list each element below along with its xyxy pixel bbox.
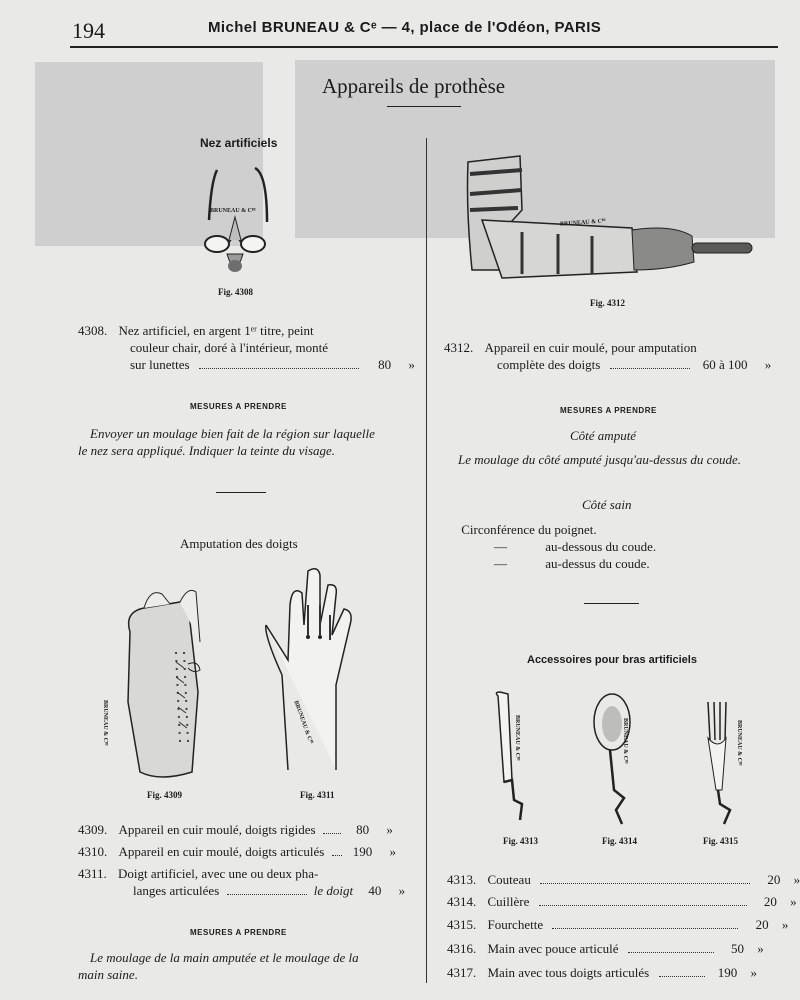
item-number: 4310. [78, 844, 108, 859]
item-number: 4312. [444, 340, 474, 355]
item-number: 4317. [447, 965, 477, 980]
item-currency: » [750, 965, 757, 980]
item-price: 20 [767, 872, 781, 887]
fingers-measures-line2: main saine. [78, 967, 138, 982]
dot-leader [552, 928, 738, 929]
item-4312-line1 [444, 340, 697, 356]
spoon-illustration [590, 690, 650, 830]
dot-leader [628, 952, 714, 953]
item-4314 [447, 894, 797, 910]
fingers-heading: Amputation des doigts [180, 536, 298, 551]
dot-leader [659, 976, 705, 977]
hand-engraving: BRUNEAU & Cᴵᴱ [292, 700, 314, 746]
item-text: Couteau [487, 872, 531, 887]
accessories-heading: Accessoires pour bras artificiels [527, 654, 697, 666]
dot-leader [610, 368, 690, 369]
figure-4311: Fig. 4311 [300, 790, 335, 800]
dot-leader [540, 883, 750, 884]
nose-engraving: BRUNEAU & Cᴵᴱ [210, 208, 256, 214]
item-4308-line1 [78, 323, 314, 339]
item-currency: » [757, 941, 764, 956]
item-4309 [78, 822, 393, 838]
arm-engraving: BRUNEAU & Cᴵᴱ [559, 218, 606, 228]
healthy-measure-3 [494, 556, 650, 572]
item-currency: » [793, 872, 800, 887]
column-divider [426, 138, 427, 983]
figure-4315: Fig. 4315 [703, 836, 738, 846]
dot-leader [227, 894, 307, 895]
healthy-text: au-dessous du coude. [545, 539, 657, 554]
item-currency: » [764, 357, 772, 372]
item-text: Main avec tous doigts articulés [487, 965, 650, 980]
item-price: 190 [717, 965, 738, 980]
fingers-measures-heading: MESURES A PRENDRE [190, 928, 287, 937]
item-4312-line2 [497, 357, 771, 373]
figure-4312: Fig. 4312 [590, 298, 625, 308]
item-number: 4315. [447, 917, 477, 932]
item-unit: le doigt [313, 883, 354, 898]
item-number: 4313. [447, 872, 477, 887]
item-text: Doigt artificiel, avec une ou deux pha- [118, 866, 319, 881]
page-title: Appareils de prothèse [322, 74, 506, 98]
item-4311-line2 [133, 883, 405, 899]
dot-leader [539, 905, 747, 906]
item-currency: » [386, 822, 393, 837]
healthy-measure-1 [458, 522, 597, 538]
figure-4314: Fig. 4314 [602, 836, 637, 846]
item-number: 4309. [78, 822, 108, 837]
publisher-header: Michel BRUNEAU & Cᵉ — 4, place de l'Odéon, PARIS [208, 19, 602, 36]
fingers-measures-line1: Le moulage de la main amputée et le moulage de la [90, 950, 359, 965]
item-number: 4308. [78, 323, 108, 338]
item-text: complète des doigts [497, 357, 601, 372]
fork-engraving: BRUNEAU & Cᴵᴱ [736, 720, 742, 766]
figure-4308: Fig. 4308 [218, 287, 253, 297]
dot-leader [199, 368, 359, 369]
healthy-measure-2 [494, 539, 656, 555]
spoon-engraving: BRUNEAU & Cᴵᴱ [622, 718, 628, 764]
splint-engraving: BRUNEAU & Cᴵᴱ [102, 700, 108, 746]
item-price: 50 [731, 941, 745, 956]
item-text: Appareil en cuir moulé, doigts rigides [118, 822, 316, 837]
item-4308-line3 [130, 357, 415, 373]
arm-prosthesis-illustration [462, 150, 762, 295]
amputated-side-heading: Côté amputé [570, 428, 637, 443]
item-4311-line1 [78, 866, 318, 882]
item-text: Fourchette [487, 917, 544, 932]
item-price: 80 [378, 357, 392, 372]
item-currency: » [781, 917, 789, 932]
item-4315 [447, 917, 788, 933]
figure-4313: Fig. 4313 [503, 836, 538, 846]
item-4313 [447, 872, 800, 888]
item-currency: » [389, 844, 397, 859]
item-currency: » [398, 883, 406, 898]
finger-hand-illustration [258, 565, 358, 780]
finger-splint-illustration [110, 582, 220, 787]
item-price: 40 [368, 883, 382, 898]
header-rule [70, 46, 778, 48]
item-4308-line2: couleur chair, doré à l'intérieur, monté [130, 340, 329, 355]
healthy-dash: — [494, 539, 507, 554]
healthy-side-heading: Côté sain [582, 497, 632, 512]
healthy-text: Circonférence du poignet. [461, 522, 597, 537]
item-currency: » [790, 894, 797, 909]
page-number: 194 [72, 18, 105, 43]
item-price: 60 à 100 [702, 357, 748, 372]
title-underline [387, 106, 461, 107]
item-text: sur lunettes [130, 357, 190, 372]
item-text: langes articulées [133, 883, 220, 898]
item-number: 4314. [447, 894, 477, 909]
item-4317 [447, 965, 757, 981]
item-price: 190 [352, 844, 373, 859]
figure-4309: Fig. 4309 [147, 790, 182, 800]
nose-measures-line2: le nez sera appliqué. Indiquer la teinte du visage. [78, 443, 336, 458]
item-text: Main avec pouce articulé [487, 941, 619, 956]
nose-measures-line1: Envoyer un moulage bien fait de la région sur laquelle [90, 426, 375, 441]
section-rule [216, 492, 266, 493]
item-number: 4316. [447, 941, 477, 956]
nose-measures-heading: MESURES A PRENDRE [190, 402, 287, 411]
knife-engraving: BRUNEAU & Cᴵᴱ [514, 715, 520, 761]
item-price: 20 [763, 894, 777, 909]
healthy-text: au-dessus du coude. [545, 556, 650, 571]
arm-measures-heading: MESURES A PRENDRE [560, 406, 657, 415]
section-rule [584, 603, 639, 604]
item-text: Cuillère [487, 894, 530, 909]
item-text: Nez artificiel, en argent 1ᵉʳ titre, peint [118, 323, 314, 338]
dot-leader [332, 855, 342, 856]
dot-leader [323, 833, 341, 834]
healthy-dash: — [494, 556, 507, 571]
item-text: Appareil en cuir moulé, pour amputation [484, 340, 697, 355]
item-number: 4311. [78, 866, 107, 881]
nose-heading: Nez artificiels [200, 136, 278, 150]
item-price: 80 [356, 822, 370, 837]
item-text: Appareil en cuir moulé, doigts articulés [118, 844, 325, 859]
item-4310 [78, 844, 396, 860]
item-currency: » [408, 357, 415, 372]
amputated-side-text: Le moulage du côté amputé jusqu'au-dessus du coude. [458, 452, 741, 467]
nose-illustration [195, 162, 275, 282]
item-price: 20 [755, 917, 769, 932]
item-4316 [447, 941, 764, 957]
